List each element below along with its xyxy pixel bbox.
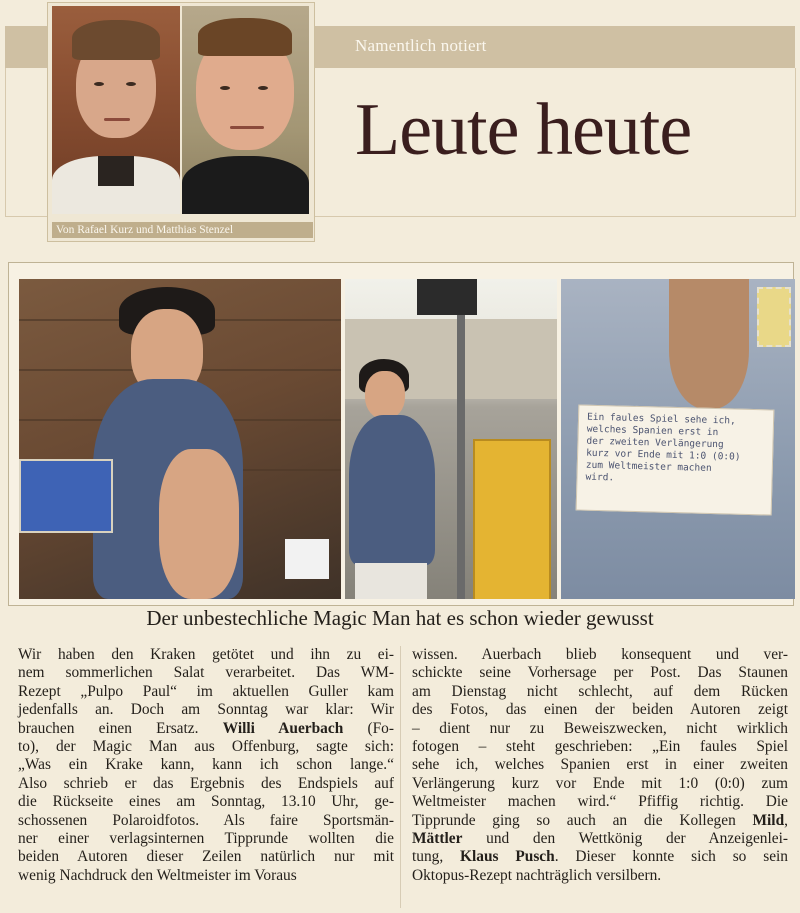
photo-magic-man-polaroid [19,279,341,599]
body-line: brauchen einen Ersatz. Willi Auerbach (Fo- [18,719,395,737]
body-line: nem sommerlichen Salat verarbeitet. Das WM- [18,664,394,682]
body-line: wenig Nachdruck den Weltmeister im Voraus [18,866,297,884]
body-column-right [412,646,788,885]
kicker: Namentlich notiert [355,36,487,55]
body-line: Oktopus-Rezept nachträglich versilbern. [412,866,662,884]
body-line: schickte seine Vorhersage per Post. Das Staunen [412,664,788,682]
body-line: die Rückseite eines am Sonntag, 13.10 Uhr, ge- [18,793,394,811]
author-portrait-2 [182,6,309,214]
article-header [0,0,800,245]
body-line: am Dienstag nicht schlecht, auf dem Rücken [412,682,788,700]
body-column-left [18,646,394,885]
photo-strip [8,262,794,606]
handwritten-note: Ein faules Spiel sehe ich, welches Spanien erst in der zweiten Verlängerung kurz vor Ende mit 1:0 (0:0) zum Weltmeister machen wird. [576,404,775,515]
body-line: wissen. Auerbach blieb konsequent und ver- [412,646,788,663]
body-line: beiden Autoren dieser Zeilen natürlich nur mit [18,848,394,866]
photo-caption-headline: Der unbestechliche Magic Man hat es schon wieder gewusst [146,606,654,630]
author-portrait-1 [52,6,180,214]
body-line: – dient nur zu Beweiszwecken, nicht wirklich [412,719,788,737]
body-line: ner einer verlagsinternen Tipprunde wollten die [18,830,394,848]
page-title: Leute heute [355,89,692,171]
body-line: des Fotos, das einen der beiden Autoren zeigt [412,701,788,719]
body-line: tung, Klaus Pusch. Dieser konnte sich so sein [412,848,788,866]
body-line: schossenen Polaroidfotos. Als faire Sportsmän- [18,811,394,829]
body-line: Mättler und den Wettkönig der Anzeigenlei- [412,830,788,848]
body-line: to), der Magic Man aus Offenburg, sagte sich: [18,738,394,756]
body-line: Verlängerung kurz vor Ende mit 1:0 (0:0) zum [412,774,788,792]
photo-mailbox [345,279,557,599]
body-line: Wir haben den Kraken getötet und ihn zu ei- [18,646,394,663]
column-divider [400,646,401,908]
body-line: sehe ich, welches Spanien erst in einer zweiten [412,756,788,774]
body-line: „Was ein Krake kann, kann ich schon lange.“ [18,756,394,774]
body-line: Tipprunde ging so auch an die Kollegen Mild, [412,811,788,829]
body-line: Rezept „Pulpo Paul“ im aktuellen Guller kam [18,682,394,700]
body-line: jedenfalls an. Doch am Sonntag war klar: Wir [18,701,394,719]
body-line: fotogen – steht geschrieben: „Ein faules Spiel [412,738,788,756]
body-line: Also schrieb er das Ergebnis des Endspiels auf [18,774,394,792]
photo-postcard-note [561,279,795,599]
body-line: Weltmeister machen wird.“ Pfiffig richtig. Die [412,793,788,811]
byline: Von Rafael Kurz und Matthias Stenzel [52,222,313,238]
